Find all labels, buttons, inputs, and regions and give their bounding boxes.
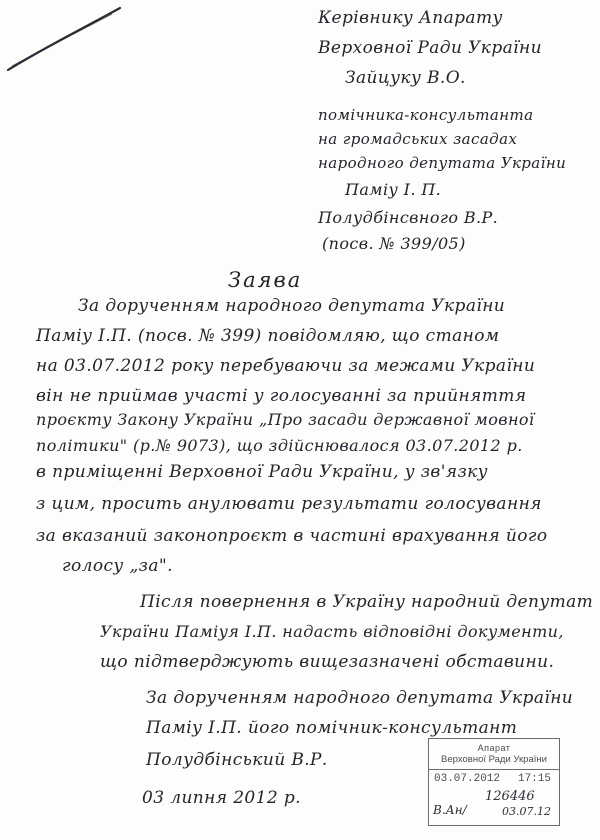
after-line-3: що підтверджують вищезазначені обставини. bbox=[100, 652, 555, 672]
after-line-1: Після повернення в Україну народний депутат bbox=[140, 592, 594, 612]
registration-stamp bbox=[428, 738, 560, 826]
addressee-name: Зайцуку В.О. bbox=[345, 68, 466, 88]
body-line-6: політики" (р.№ 9073), що здійснювалося 03.07.2012 р. bbox=[36, 436, 523, 455]
closing-line-3: Полудбінський В.Р. bbox=[146, 750, 328, 770]
stamp-date-handwritten: 03.07.12 bbox=[502, 805, 551, 818]
body-line-1: За дорученням народного депутата України bbox=[78, 296, 506, 316]
stamp-divider bbox=[429, 769, 559, 770]
body-line-3: на 03.07.2012 року перебуваючи за межами України bbox=[36, 356, 536, 376]
after-line-2: України Паміуя І.П. надасть відповідні документи, bbox=[100, 622, 564, 641]
closing-line-2: Паміу І.П. його помічник-консультант bbox=[146, 718, 518, 738]
sender-line-5: Полудбінсвного В.Р. bbox=[318, 208, 499, 227]
sender-line-1: помічника-консультанта bbox=[318, 106, 534, 124]
stamp-signature: В.Ан/ bbox=[433, 803, 467, 817]
body-line-10: голосу „за". bbox=[62, 556, 173, 576]
document-date: 03 липня 2012 р. bbox=[142, 788, 301, 808]
addressee-line-2: Верховної Ради України bbox=[318, 38, 542, 58]
stamp-number: 126446 bbox=[485, 789, 535, 804]
body-line-8: з цим, просить анулювати результати голосування bbox=[36, 494, 542, 514]
body-line-4: він не приймав участі у голосуванні за прийняття bbox=[36, 386, 527, 406]
stamp-line-2: Верховної Ради України bbox=[441, 754, 547, 765]
closing-line-1: За дорученням народного депутата України bbox=[146, 688, 574, 708]
stamp-time: 17:15 bbox=[517, 773, 551, 785]
stamp-date: 03.07.2012 bbox=[434, 773, 501, 785]
body-line-7: в приміщенні Верховної Ради України, у зв'язку bbox=[36, 462, 488, 482]
body-line-2: Паміу І.П. (посв. № 399) повідомляю, що станом bbox=[36, 326, 500, 346]
document-title: Заява bbox=[228, 268, 303, 292]
body-line-9: за вказаний законопроєкт в частині врахування його bbox=[36, 526, 548, 546]
sender-line-4: Паміу І. П. bbox=[345, 180, 442, 199]
sender-line-3: народного депутата України bbox=[318, 154, 567, 172]
addressee-line-1: Керівнику Апарату bbox=[318, 8, 503, 28]
sender-line-6: (посв. № 399/05) bbox=[322, 234, 466, 253]
sender-line-2: на громадських засадах bbox=[318, 130, 518, 148]
stamp-line-1: Апарат bbox=[477, 743, 511, 753]
body-line-5: проєкту Закону України „Про засади державної мовної bbox=[36, 410, 535, 429]
